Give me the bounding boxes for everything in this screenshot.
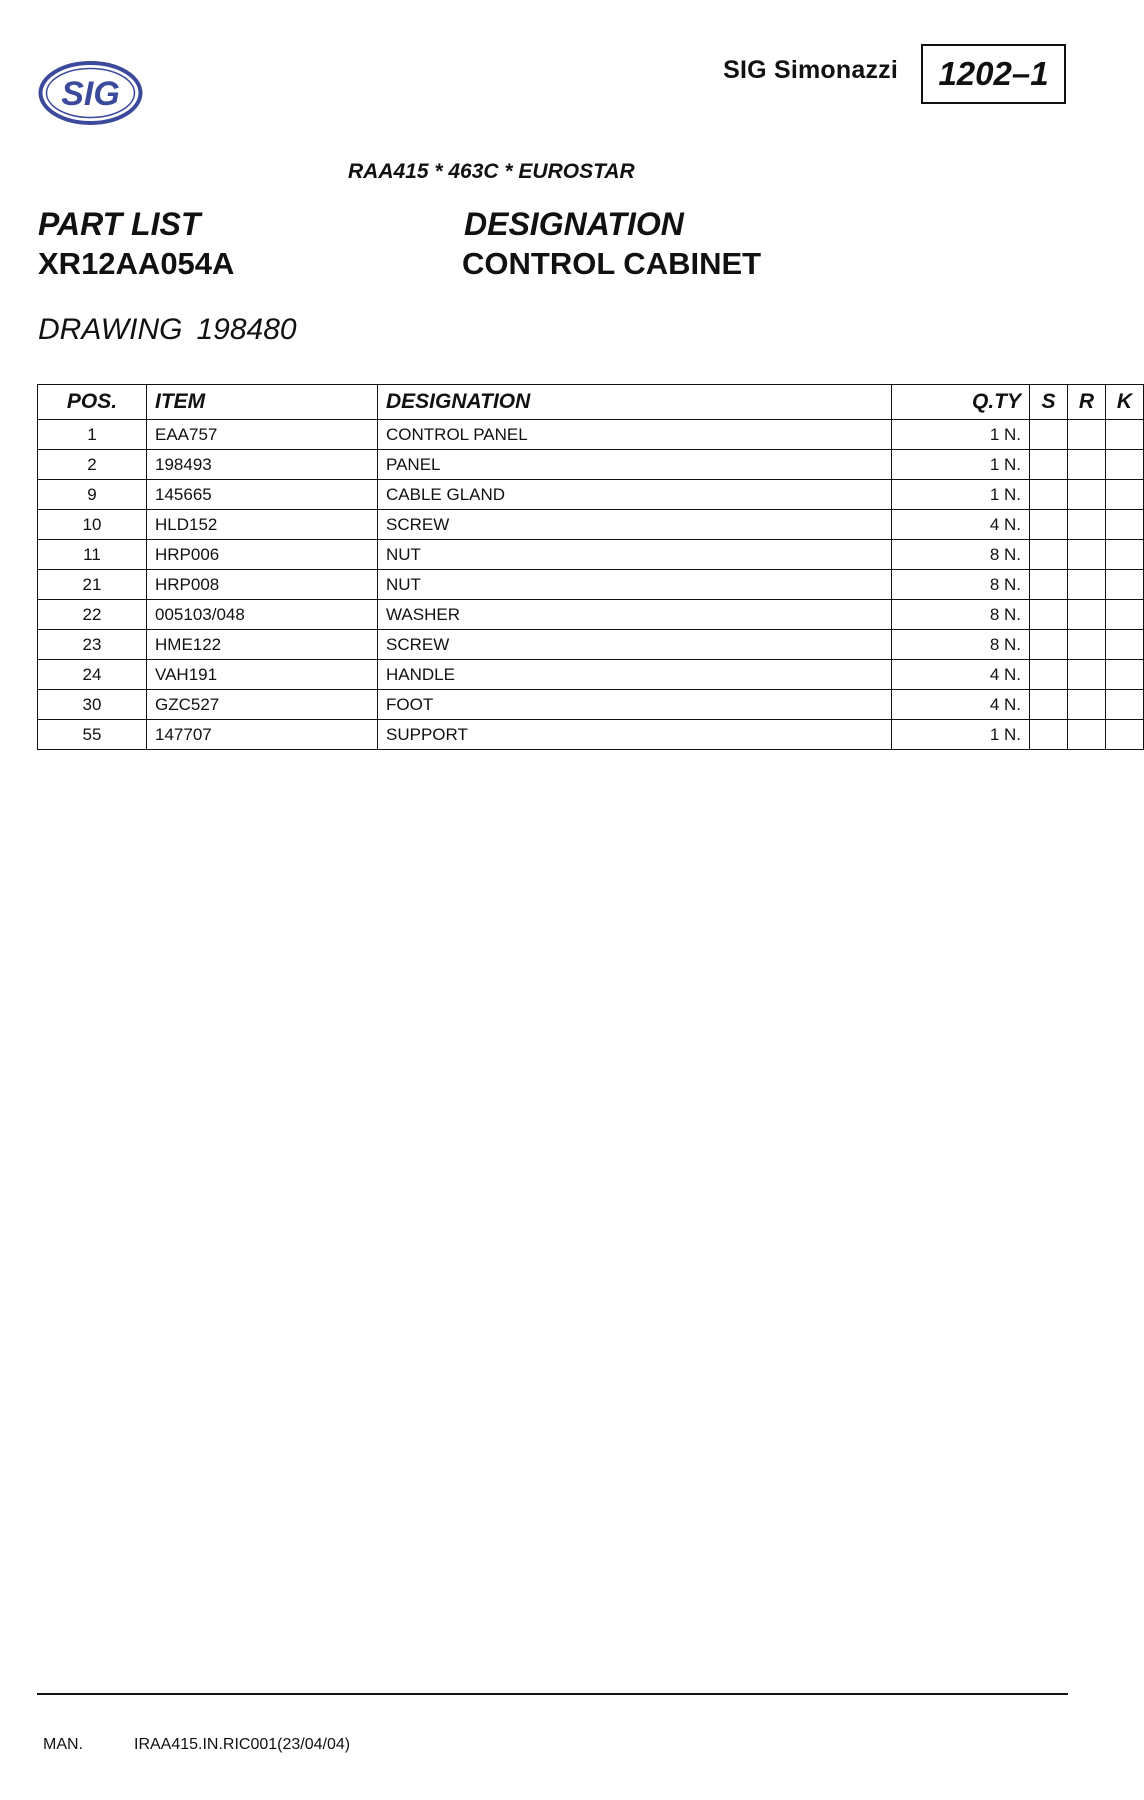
sig-logo: [38, 60, 143, 126]
page-code: 1202–1: [938, 55, 1049, 92]
cell-designation: HANDLE: [378, 660, 892, 690]
cell-k: [1106, 540, 1144, 570]
cell-pos: 24: [38, 660, 147, 690]
table-row: [38, 540, 1144, 570]
cell-k: [1106, 600, 1144, 630]
header-r: R: [1068, 385, 1106, 420]
cell-qty: 4 N.: [892, 660, 1030, 690]
cell-r: [1068, 570, 1106, 600]
table-row: [38, 690, 1144, 720]
cell-k: [1106, 720, 1144, 750]
cell-item: GZC527: [147, 690, 378, 720]
cell-s: [1030, 690, 1068, 720]
header-s: S: [1030, 385, 1068, 420]
cell-qty: 8 N.: [892, 570, 1030, 600]
table-row: [38, 420, 1144, 450]
cell-designation: PANEL: [378, 450, 892, 480]
parts-table: [37, 384, 1144, 750]
cell-designation: CABLE GLAND: [378, 480, 892, 510]
header-pos: POS.: [38, 385, 147, 420]
cell-s: [1030, 540, 1068, 570]
header-k: K: [1106, 385, 1144, 420]
cell-designation: FOOT: [378, 690, 892, 720]
cell-s: [1030, 480, 1068, 510]
cell-pos: 10: [38, 510, 147, 540]
table-row: [38, 480, 1144, 510]
part-list-label: PART LIST: [38, 206, 201, 242]
table-row: [38, 720, 1144, 750]
cell-r: [1068, 480, 1106, 510]
cell-k: [1106, 630, 1144, 660]
part-code: XR12AA054A: [38, 246, 235, 281]
cell-qty: 4 N.: [892, 510, 1030, 540]
model-line: RAA415 * 463C * EUROSTAR: [348, 160, 635, 183]
cell-item: 005103/048: [147, 600, 378, 630]
cell-r: [1068, 660, 1106, 690]
cell-qty: 1 N.: [892, 480, 1030, 510]
cell-k: [1106, 690, 1144, 720]
cell-s: [1030, 420, 1068, 450]
cell-qty: 4 N.: [892, 690, 1030, 720]
table-row: [38, 600, 1144, 630]
cell-designation: WASHER: [378, 600, 892, 630]
cell-k: [1106, 450, 1144, 480]
brand-name: SIG Simonazzi: [723, 56, 898, 84]
table-row: [38, 510, 1144, 540]
cell-item: 198493: [147, 450, 378, 480]
cell-qty: 1 N.: [892, 450, 1030, 480]
cell-s: [1030, 720, 1068, 750]
cell-s: [1030, 570, 1068, 600]
cell-k: [1106, 660, 1144, 690]
cell-item: HLD152: [147, 510, 378, 540]
cell-s: [1030, 450, 1068, 480]
header-qty: Q.TY: [892, 385, 1030, 420]
table-row: [38, 660, 1144, 690]
cell-qty: 8 N.: [892, 540, 1030, 570]
cell-qty: 1 N.: [892, 420, 1030, 450]
cell-pos: 55: [38, 720, 147, 750]
page-code-box: [921, 44, 1066, 104]
cell-pos: 23: [38, 630, 147, 660]
cell-qty: 1 N.: [892, 720, 1030, 750]
drawing-label: DRAWING: [38, 313, 183, 346]
cell-r: [1068, 720, 1106, 750]
cell-s: [1030, 630, 1068, 660]
cell-item: 145665: [147, 480, 378, 510]
cell-pos: 1: [38, 420, 147, 450]
table-row: [38, 570, 1144, 600]
cell-item: HRP008: [147, 570, 378, 600]
table-row: [38, 630, 1144, 660]
cell-r: [1068, 510, 1106, 540]
table-header-row: [38, 385, 1144, 420]
cell-r: [1068, 630, 1106, 660]
cell-item: HME122: [147, 630, 378, 660]
cell-pos: 22: [38, 600, 147, 630]
cell-k: [1106, 510, 1144, 540]
footer-divider: [37, 1693, 1068, 1695]
cell-pos: 30: [38, 690, 147, 720]
table-row: [38, 450, 1144, 480]
cell-designation: SUPPORT: [378, 720, 892, 750]
cell-r: [1068, 690, 1106, 720]
cell-r: [1068, 540, 1106, 570]
cell-pos: 9: [38, 480, 147, 510]
cell-designation: CONTROL PANEL: [378, 420, 892, 450]
footer-man-label: MAN.: [43, 1736, 83, 1753]
header-designation: DESIGNATION: [378, 385, 892, 420]
cell-s: [1030, 660, 1068, 690]
designation-label: DESIGNATION: [464, 206, 684, 242]
header-item: ITEM: [147, 385, 378, 420]
cell-pos: 21: [38, 570, 147, 600]
sig-logo-icon: [38, 60, 143, 126]
cell-designation: SCREW: [378, 510, 892, 540]
cell-pos: 2: [38, 450, 147, 480]
cell-r: [1068, 420, 1106, 450]
cell-item: EAA757: [147, 420, 378, 450]
cell-r: [1068, 600, 1106, 630]
cell-item: HRP006: [147, 540, 378, 570]
cell-designation: SCREW: [378, 630, 892, 660]
cell-qty: 8 N.: [892, 630, 1030, 660]
drawing-line: [38, 313, 297, 347]
cell-k: [1106, 570, 1144, 600]
cell-item: VAH191: [147, 660, 378, 690]
cell-pos: 11: [38, 540, 147, 570]
cell-item: 147707: [147, 720, 378, 750]
cell-k: [1106, 420, 1144, 450]
cell-qty: 8 N.: [892, 600, 1030, 630]
cell-s: [1030, 510, 1068, 540]
cell-r: [1068, 450, 1106, 480]
drawing-number: 198480: [196, 313, 297, 346]
designation-value: CONTROL CABINET: [462, 246, 762, 281]
footer-reference: IRAA415.IN.RIC001(23/04/04): [134, 1736, 351, 1753]
cell-designation: NUT: [378, 540, 892, 570]
svg-text:SIG: SIG: [61, 75, 120, 113]
cell-k: [1106, 480, 1144, 510]
cell-s: [1030, 600, 1068, 630]
cell-designation: NUT: [378, 570, 892, 600]
